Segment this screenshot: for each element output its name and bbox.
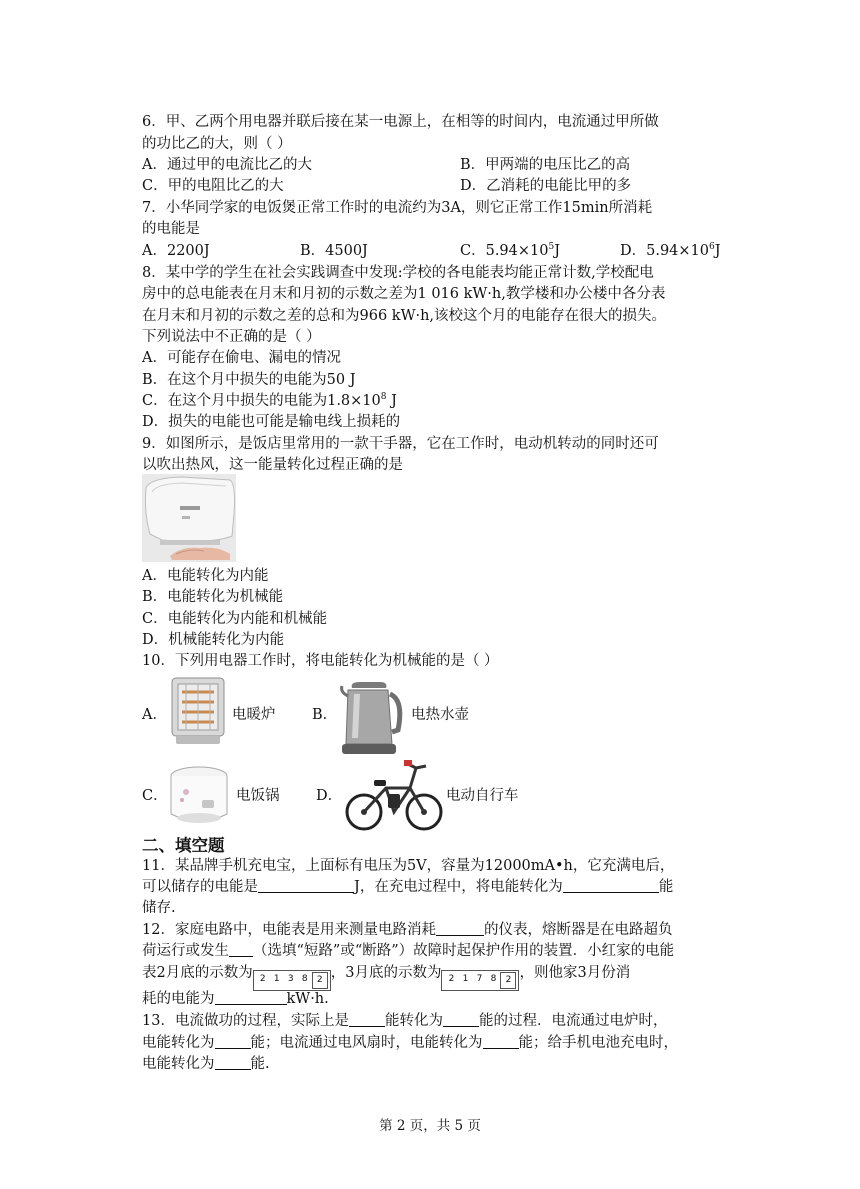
q13-stem-line3: 电能转化为 能. xyxy=(142,1056,270,1072)
q8-stem-line4: 下列说法中不正确的是（ ） xyxy=(142,329,321,345)
q13-blank-4[interactable] xyxy=(483,1034,519,1049)
q7-option-a: A．2200J xyxy=(142,243,210,259)
q7-option-c: C．$5.94\times 10^5J$ xyxy=(460,242,561,259)
q13-blank-1[interactable] xyxy=(349,1012,385,1027)
q12-stem-line2: 荷运行或发生 （选填“短路”或“断路”）故障时起保护作用的装置．小红家的电能 xyxy=(142,943,675,959)
q12-blank-3[interactable] xyxy=(215,990,287,1005)
q11-stem-line2: 可以储存的电能是 J，在充电过程中，将电能转化为 能 xyxy=(142,879,674,895)
hand-dryer-image xyxy=(142,474,236,562)
q13-blank-5[interactable] xyxy=(215,1055,251,1070)
q11-blank-1[interactable] xyxy=(258,878,354,893)
q6-stem-line2: 的功比乙的大，则（ ） xyxy=(142,136,292,152)
q7-stem-line2: 的电能是 xyxy=(142,221,200,237)
q10-option-a-label: 电暖炉 xyxy=(232,707,276,723)
q11-stem-line3: 储存. xyxy=(142,900,176,916)
q10-option-a-letter: A． xyxy=(142,707,167,723)
q6-option-c: C．甲的电阻比乙的大 xyxy=(142,178,284,194)
electric-bicycle-image xyxy=(344,756,444,832)
q6-option-d: D．乙消耗的电能比甲的多 xyxy=(460,178,632,194)
q10-option-c-letter: C． xyxy=(142,788,168,804)
q6-option-a: A．通过甲的电流比乙的大 xyxy=(142,157,312,173)
q8-stem-line3: 在月末和月初的示数之差的总和为966 kW·h,该校这个月的电能存在很大的损失。 xyxy=(142,308,667,324)
q10-option-d-label: 电动自行车 xyxy=(446,788,519,804)
meter-reading-feb: 2 1 3 8 2 xyxy=(253,970,331,991)
q7-option-d: D．$5.94\times 10^6J$ xyxy=(620,242,721,259)
meter-reading-mar: 2 1 7 8 2 xyxy=(441,970,519,991)
q10-stem: 10．下列用电器工作时，将电能转化为机械能的是（ ） xyxy=(142,653,499,669)
q10-option-c-label: 电饭锅 xyxy=(236,788,280,804)
q6-stem-line1: 6．甲、乙两个用电器并联后接在某一电源上，在相等的时间内，电流通过甲所做 xyxy=(142,114,659,130)
q10-option-b-letter: B． xyxy=(312,707,338,723)
page-footer: 第 2 页，共 5 页 xyxy=(379,1118,481,1134)
q13-stem-line2: 电能转化为 能；电流通过电风扇时，电能转化为 能；给手机电池充电时， xyxy=(142,1035,678,1051)
q8-option-c: C．在这个月中损失的电能为$1.8\times 10^8$ J xyxy=(142,392,397,409)
q13-stem-line1: 13．电流做功的过程，实际上是 能转化为 能的过程．电流通过电炉时， xyxy=(142,1013,668,1029)
q12-stem-line4: 耗的电能为 kW·h. xyxy=(142,991,329,1007)
q9-stem-line2: 以吹出热风，这一能量转化过程正确的是 xyxy=(142,457,403,473)
rice-cooker-image xyxy=(166,762,232,828)
electric-heater-image xyxy=(166,674,230,750)
q9-stem-line1: 9．如图所示，是饭店里常用的一款干手器，它在工作时，电动机转动的同时还可 xyxy=(142,436,659,452)
q7-option-b: B．4500J xyxy=(300,243,368,259)
q12-stem-line1: 12．家庭电路中，电能表是用来测量电路消耗 的仪表，熔断器是在电路超负 xyxy=(142,922,673,938)
q9-option-a: A．电能转化为内能 xyxy=(142,568,269,584)
q10-option-d-letter: D． xyxy=(316,788,343,804)
q7-stem-line1: 7．小华同学家的电饭煲正常工作时的电流约为3A，则它正常工作15min所消耗 xyxy=(142,200,653,216)
q8-stem-line1: 8．某中学的学生在社会实践调查中发现:学校的各电能表均能正常计数,学校配电 xyxy=(142,265,654,281)
section-heading-fill-in: 二、填空题 xyxy=(142,836,225,855)
q8-stem-line2: 房中的总电能表在月末和月初的示数之差为1 016 kW·h,教学楼和办公楼中各分表 xyxy=(142,286,666,302)
q12-blank-2[interactable] xyxy=(229,942,253,957)
electric-kettle-image xyxy=(338,674,406,758)
q9-option-c: C．电能转化为内能和机械能 xyxy=(142,611,328,627)
q9-option-d: D．机械能转化为内能 xyxy=(142,632,285,648)
q12-blank-1[interactable] xyxy=(436,921,484,936)
q13-blank-2[interactable] xyxy=(443,1012,479,1027)
q9-option-b: B．电能转化为机械能 xyxy=(142,589,284,605)
q13-blank-3[interactable] xyxy=(215,1034,251,1049)
q6-option-b: B．甲两端的电压比乙的高 xyxy=(460,157,631,173)
q8-option-d: D．损失的电能也可能是输电线上损耗的 xyxy=(142,414,401,430)
q11-blank-2[interactable] xyxy=(563,878,659,893)
q8-option-b: B．在这个月中损失的电能为50 J xyxy=(142,372,356,388)
q10-option-b-label: 电热水壶 xyxy=(411,707,469,723)
q12-stem-line3: 表2月底的示数为 2 1 3 8 2 ，3月底的示数为 2 1 7 8 2 ，则他家3月份消 xyxy=(142,963,630,991)
q11-stem-line1: 11．某品牌手机充电宝，上面标有电压为5V，容量为12000mA•h，它充满电后， xyxy=(142,858,675,874)
q8-option-a: A．可能存在偷电、漏电的情况 xyxy=(142,350,341,366)
